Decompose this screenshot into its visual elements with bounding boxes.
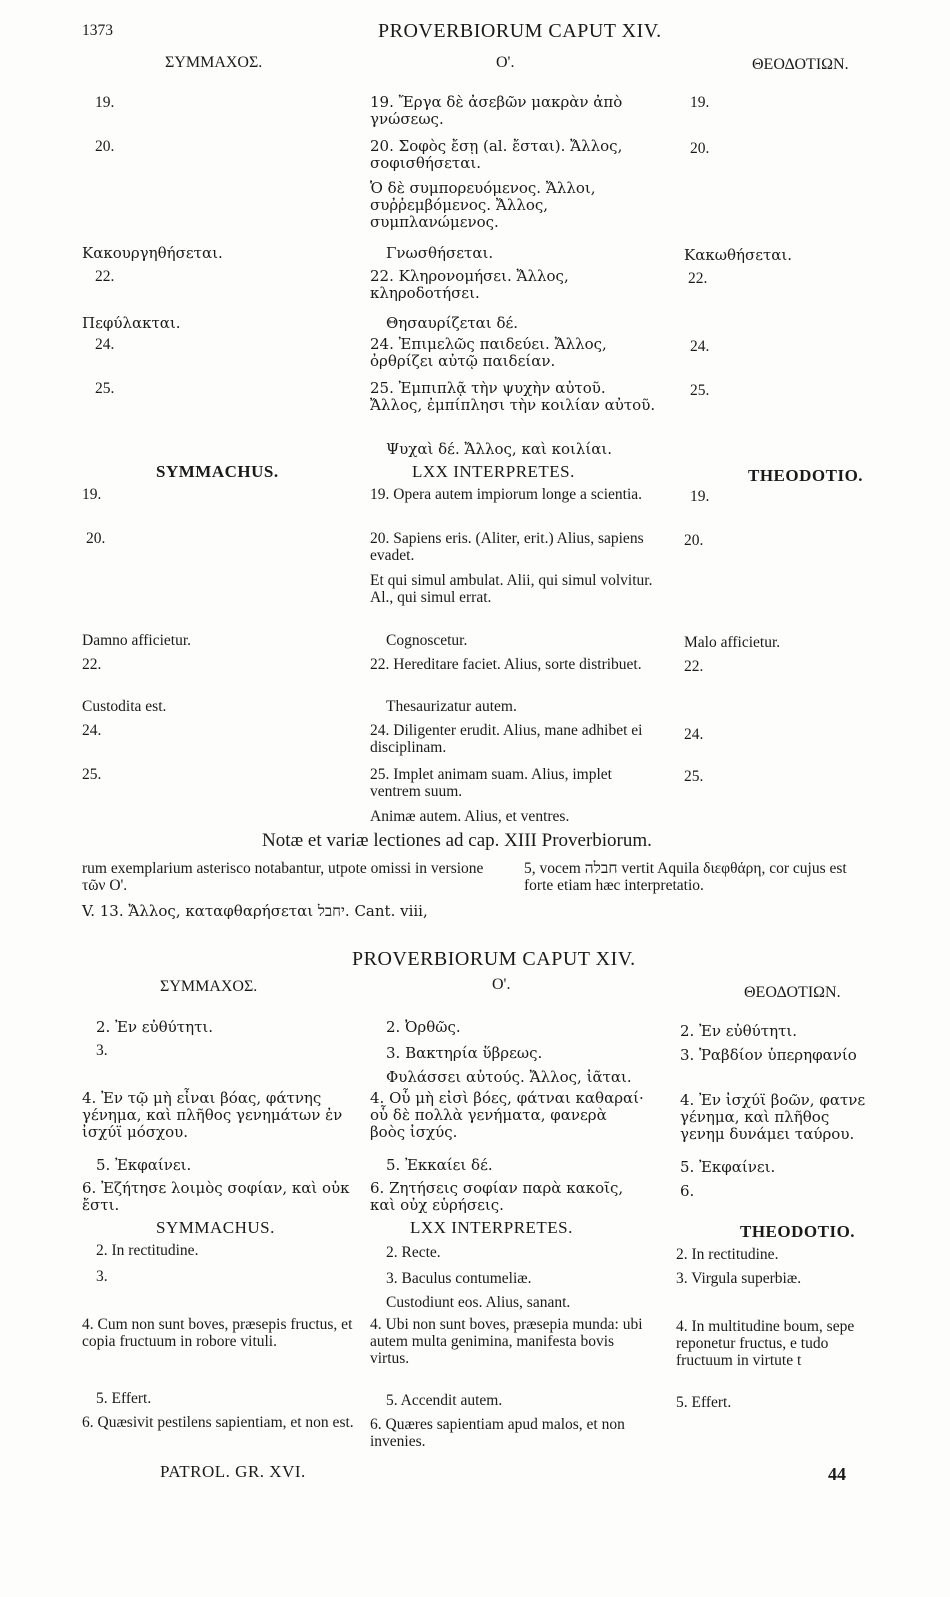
row-number: 24. <box>690 338 710 355</box>
theodotion-verse: 2. Ἐν εὐθύτητι. <box>680 1022 798 1040</box>
lxx-verse: 20. Σοφὸς ἔσῃ (al. ἔσται). Ἄλλος, σοφισθήσεται. <box>370 137 623 172</box>
row-number: 22. <box>688 270 708 287</box>
running-title: PROVERBIORUM CAPUT XIV. <box>378 20 662 42</box>
row-number: 24. <box>684 726 704 743</box>
theodotio-verse-latin: 3. Virgula superbiæ. <box>676 1270 802 1287</box>
symmachus-verse: 4. Ἐν τῷ μὴ εἶναι βόας, φάτνης γένημα, καὶ πλῆθος γενημάτων ἐν ἰσχύϊ μόσχου. <box>82 1089 343 1141</box>
column-head-theodotion-greek: ΘΕΟΔΟΤΙΩΝ. <box>752 56 849 73</box>
theodotion-verse: 3. Ῥαβδίον ὑπερηφανίο <box>680 1046 857 1064</box>
row-number: 20. <box>690 140 710 157</box>
lxx-verse-latin: 22. Hereditare faciet. Alius, sorte distribuet. <box>370 656 642 673</box>
column-head-lxx-greek: Ο'. <box>496 54 515 71</box>
row-number: 24. <box>82 722 102 739</box>
lxx-verse-latin: 5. Accendit autem. <box>386 1392 503 1409</box>
symmachus-verse-latin: 2. In rectitudine. <box>96 1242 199 1259</box>
row-number: 24. <box>95 336 115 353</box>
lxx-variant-latin: Et qui simul ambulat. Alii, qui simul volvitur. Al., qui simul errat. <box>370 572 653 606</box>
column-head-symmachus-latin: SYMMACHUS. <box>156 1218 275 1237</box>
notes-left-text: rum exemplarium asterisco notabantur, utpote omissi in versione τῶν Ο'. <box>82 860 484 894</box>
symmachus-reading-latin: Custodita est. <box>82 698 167 715</box>
footer-left: PATROL. GR. XVI. <box>160 1462 306 1481</box>
theodotio-reading-latin: Malo afficietur. <box>684 634 781 651</box>
theodotion-verse: 6. <box>680 1182 695 1200</box>
lxx-verse-latin: 6. Quæres sapientiam apud malos, et non invenies. <box>370 1416 625 1450</box>
row-number: 20. <box>86 530 106 547</box>
lxx-verse: 6. Ζητήσεις σοφίαν παρὰ κακοῖς, καὶ οὐχ εὑρήσεις. <box>370 1179 624 1214</box>
section2-title: PROVERBIORUM CAPUT XIV. <box>352 948 636 970</box>
lxx-reading-latin: Thesaurizatur autem. <box>386 698 517 715</box>
row-number: 25. <box>82 766 102 783</box>
symmachus-verse: 5. Ἐκφαίνει. <box>96 1156 192 1174</box>
lxx-verse-latin: 19. Opera autem impiorum longe a scientia. <box>370 486 643 503</box>
column-head-theodotio-latin: THEODOTIO. <box>748 466 864 485</box>
theodotion-verse: 4. Ἐν ἰσχύϊ βοῶν, φατνε γένημα, καὶ πλῆθος γενημ δυνάμει ταύρου. <box>680 1092 866 1143</box>
row-number: 20. <box>684 532 704 549</box>
row-number: 20. <box>95 138 115 155</box>
theodotio-verse-latin: 5. Effert. <box>676 1394 732 1411</box>
symmachus-verse: 6. Ἐζήτησε λοιμὸς σοφίαν, καὶ οὐκ ἔστι. <box>82 1179 350 1214</box>
row-number: 19. <box>690 94 710 111</box>
symmachus-verse-latin: 6. Quæsivit pestilens sapientiam, et non est. <box>82 1414 354 1431</box>
column-head-lxx-greek: Ο'. <box>492 976 511 993</box>
row-number: 19. <box>690 488 710 505</box>
lxx-reading: Γνωσθήσεται. <box>386 244 494 262</box>
notes-right-text: 5, vocem חבלה vertit Aquila διεφθάρη, cor cujus est forte etiam hæc interpretatio. <box>524 860 847 894</box>
lxx-verse: 19. Ἔργα δὲ ἀσεβῶν μακρὰν ἀπὸ γνώσεως. <box>370 93 623 128</box>
lxx-verse: 5. Ἐκκαίει δέ. <box>386 1156 493 1174</box>
row-number: 25. <box>684 768 704 785</box>
lxx-reading-latin: Animæ autem. Alius, et ventres. <box>370 808 570 825</box>
row-number: 19. <box>82 486 102 503</box>
notes-heading: Notæ et variæ lectiones ad cap. XIII Proverbiorum. <box>262 830 652 851</box>
lxx-verse-latin: 2. Recte. <box>386 1244 441 1261</box>
footer-page-number: 44 <box>828 1464 846 1484</box>
lxx-reading: Φυλάσσει αὐτούς. Ἄλλος, ἰᾶται. <box>386 1068 632 1086</box>
lxx-verse: 3. Βακτηρία ὕβρεως. <box>386 1044 543 1062</box>
column-head-theodotion-greek: ΘΕΟΔΟΤΙΩΝ. <box>744 984 841 1001</box>
row-number: 22. <box>684 658 704 675</box>
theodotion-reading: Κακωθήσεται. <box>684 246 793 264</box>
symmachus-verse-latin: 4. Cum non sunt boves, præsepis fructus, et copia fructuum in robore vituli. <box>82 1316 353 1350</box>
column-head-lxx-latin: LXX INTERPRETES. <box>410 1218 573 1237</box>
lxx-reading: Ψυχαὶ δέ. Ἄλλος, καὶ κοιλίαι. <box>386 440 613 458</box>
lxx-reading-latin: Custodiunt eos. Alius, sanant. <box>386 1294 571 1311</box>
lxx-verse-latin: 25. Implet animam suam. Alius, implet ventrem suum. <box>370 766 612 800</box>
row-number: 22. <box>82 656 102 673</box>
lxx-verse-latin: 20. Sapiens eris. (Aliter, erit.) Alius, sapiens evadet. <box>370 530 644 564</box>
column-head-symmachus-greek: ΣΥΜΜΑΧΟΣ. <box>165 54 263 71</box>
lxx-verse-latin: 4. Ubi non sunt boves, præsepia munda: ubi autem multa genimina, manifesta bovis virtus. <box>370 1316 643 1367</box>
symmachus-reading-latin: Damno afficietur. <box>82 632 192 649</box>
symmachus-reading: Πεφύλακται. <box>82 314 181 332</box>
lxx-verse: 22. Κληρονομήσει. Ἄλλος, κληροδοτήσει. <box>370 267 569 302</box>
column-head-lxx-latin: LXX INTERPRETES. <box>412 462 575 481</box>
theodotio-verse-latin: 2. In rectitudine. <box>676 1246 779 1263</box>
column-head-symmachus-greek: ΣΥΜΜΑΧΟΣ. <box>160 978 258 995</box>
lxx-reading: Θησαυρίζεται δέ. <box>386 314 519 332</box>
lxx-verse: 24. Ἐπιμελῶς παιδεύει. Ἄλλος, ὀρθρίζει αὐτῷ παιδείαν. <box>370 335 607 370</box>
row-number: 19. <box>95 94 115 111</box>
lxx-reading-latin: Cognoscetur. <box>386 632 468 649</box>
row-number: 25. <box>690 382 710 399</box>
notes-verse-13: V. 13. Ἄλλος, καταφθαρήσεται יחבל. Cant. viii, <box>82 902 428 920</box>
column-head-theodotio-latin: THEODOTIO. <box>740 1222 856 1241</box>
lxx-verse-latin: 3. Baculus contumeliæ. <box>386 1270 532 1287</box>
lxx-verse: 25. Ἐμπιπλᾷ τὴν ψυχὴν αὐτοῦ. Ἄλλος, ἐμπίπλησι τὴν κοιλίαν αὐτοῦ. <box>370 379 656 414</box>
theodotio-verse-latin: 4. In multitudine boum, sepe reponetur fructus, e tudo fructuum in virtute t <box>676 1318 855 1369</box>
row-number: 3. <box>96 1268 108 1285</box>
lxx-verse: 4. Οὗ μὴ εἰσὶ βόες, φάτναι καθαραί· οὗ δὲ πολλὰ γενήματα, φανερὰ βοὸς ἰσχύς. <box>370 1089 644 1141</box>
page-number: 1373 <box>82 22 113 39</box>
lxx-verse: 2. Ὀρθῶς. <box>386 1018 461 1036</box>
row-number: 25. <box>95 380 115 397</box>
symmachus-verse: 2. Ἐν εὐθύτητι. <box>96 1018 214 1036</box>
theodotion-verse: 5. Ἐκφαίνει. <box>680 1158 776 1176</box>
row-number: 3. <box>96 1042 108 1059</box>
symmachus-reading: Κακουργηθήσεται. <box>82 244 223 262</box>
row-number: 22. <box>95 268 115 285</box>
symmachus-verse-latin: 5. Effert. <box>96 1390 152 1407</box>
lxx-verse-latin: 24. Diligenter erudit. Alius, mane adhibet ei disciplinam. <box>370 722 643 756</box>
column-head-symmachus-latin: SYMMACHUS. <box>156 462 279 481</box>
lxx-variant: Ὁ δὲ συμπορευόμενος. Ἄλλοι, συῤῥεμβόμενος. Ἄλλος, συμπλανώμενος. <box>370 179 596 231</box>
